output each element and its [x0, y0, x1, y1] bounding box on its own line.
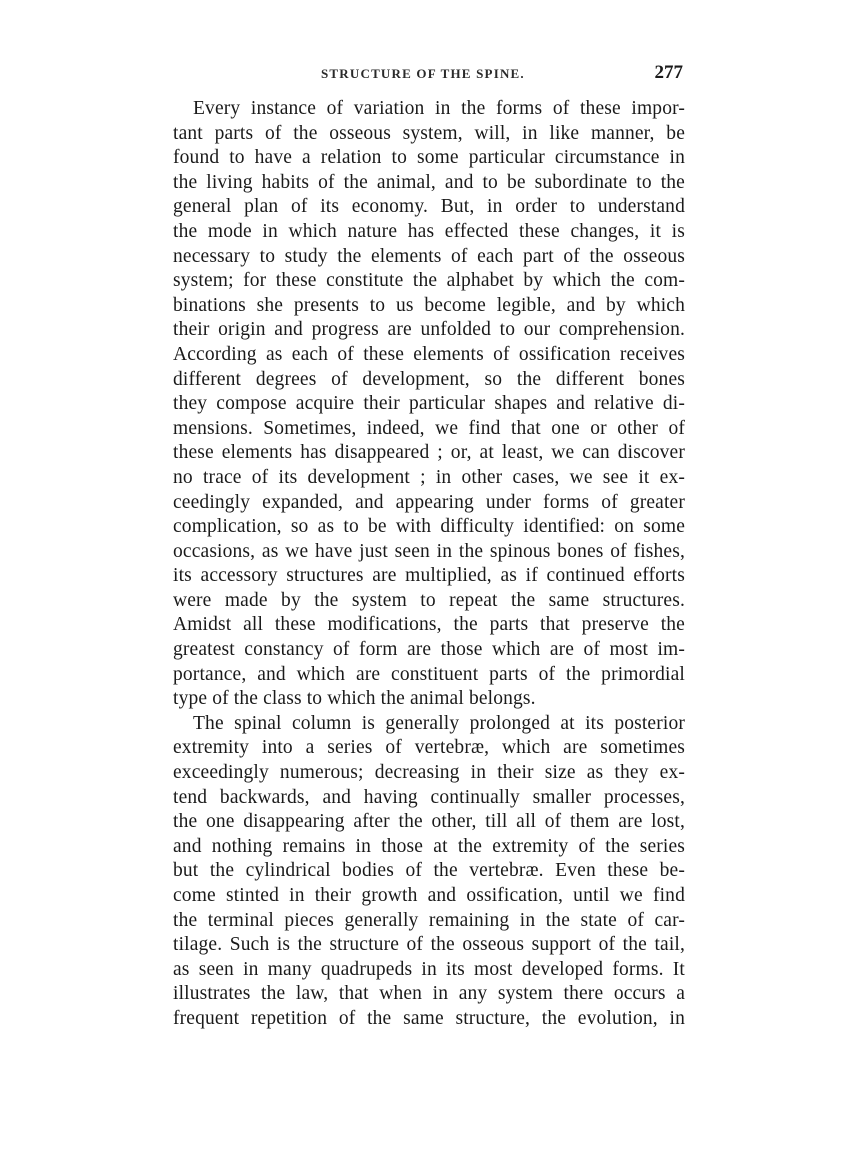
text-line: ceedingly expanded, and appearing under forms of greater	[173, 491, 685, 513]
text-line: were made by the system to repeat the same structures.	[173, 589, 685, 611]
text-line: Every instance of variation in the forms of these impor-	[193, 98, 685, 119]
text-line: complication, so as to be with difficulty identified: on some	[173, 516, 685, 538]
text-line: Amidst all these modifications, the parts that preserve the	[173, 614, 685, 636]
text-line: tilage. Such is the structure of the osseous support of the tail,	[173, 934, 685, 956]
text-line: extremity into a series of vertebræ, which are sometimes	[173, 737, 685, 759]
text-line: general plan of its economy. But, in order to understand	[173, 196, 685, 218]
text-line: illustrates the law, that when in any system there occurs a	[173, 983, 685, 1005]
text-line: necessary to study the elements of each part of the osseous	[173, 245, 685, 267]
text-line: greatest constancy of form are those which are of most im-	[173, 639, 685, 661]
text-line: their origin and progress are unfolded to our comprehension.	[173, 319, 685, 341]
body-text	[173, 97, 685, 1032]
text-line: the mode in which nature has effected these changes, it is	[173, 220, 685, 242]
text-line: the living habits of the animal, and to be subordinate to the	[173, 171, 685, 193]
text-line: binations she presents to us become legible, and by which	[173, 294, 685, 316]
text-line: as seen in many quadrupeds in its most developed forms. It	[173, 958, 685, 980]
text-line: these elements has disappeared ; or, at least, we can discover	[173, 442, 685, 464]
text-line: but the cylindrical bodies of the vertebræ. Even these be-	[173, 860, 685, 882]
text-line: different degrees of development, so the different bones	[173, 368, 685, 390]
text-line: The spinal column is generally prolonged at its posterior	[193, 712, 685, 734]
text-line: mensions. Sometimes, indeed, we find that one or other of	[173, 417, 685, 439]
running-title: STRUCTURE OF THE SPINE.	[321, 66, 525, 81]
text-line: tend backwards, and having continually smaller processes,	[173, 786, 685, 808]
text-line: and nothing remains in those at the extremity of the series	[173, 835, 685, 857]
text-line: come stinted in their growth and ossification, until we find	[173, 885, 685, 906]
text-line: the terminal pieces generally remaining in the state of car-	[173, 909, 685, 931]
text-line: system; for these constitute the alphabet by which the com-	[173, 270, 685, 292]
running-head	[173, 62, 683, 88]
text-line: exceedingly numerous; decreasing in their size as they ex-	[173, 762, 685, 784]
text-line: no trace of its development ; in other cases, we see it ex-	[173, 466, 685, 488]
text-line: found to have a relation to some particular circumstance in	[173, 147, 685, 169]
text-line: tant parts of the osseous system, will, in like manner, be	[173, 122, 685, 144]
text-line: frequent repetition of the same structure, the evolution, in	[173, 1007, 685, 1029]
text-line: According as each of these elements of ossification receives	[173, 343, 685, 365]
text-line: they compose acquire their particular shapes and relative di-	[173, 393, 685, 415]
text-line: the one disappearing after the other, till all of them are lost,	[173, 811, 685, 833]
page-number: 277	[654, 62, 683, 83]
text-line: occasions, as we have just seen in the spinous bones of fishes,	[173, 540, 685, 562]
text-line: its accessory structures are multiplied, as if continued efforts	[173, 565, 685, 587]
text-line: type of the class to which the animal belongs.	[173, 688, 536, 710]
text-line: portance, and which are constituent parts of the primordial	[173, 663, 685, 685]
